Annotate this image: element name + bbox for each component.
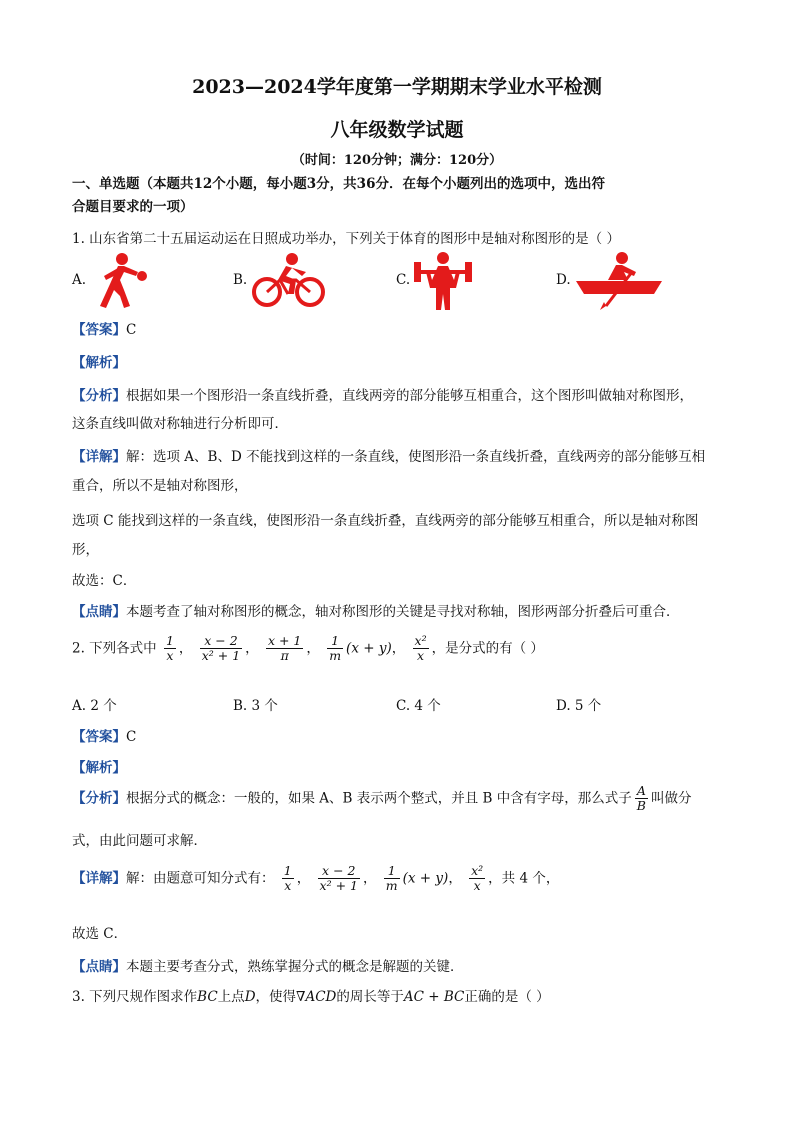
- fraction: $\frac{\text{x²}}{x}$: [471, 863, 484, 894]
- section-heading: 一、单选题（本题共12个小题，每小题3分，共36分．在每个小题列出的选项中，选出符: [72, 176, 605, 192]
- question-2-stem: 2. 下列各式中 $\frac{1}{x}$ ， $\frac{x - 2}{\text{x² + 1}}$ ， $\frac{x + 1}{\pi}$ ， $\frac{1}{m}$ (x + y)， $\frac{\text{x²}}{x}$ ，是分式的有（ ）: [72, 633, 544, 664]
- q1-analysis-tag: 【解析】: [72, 355, 126, 371]
- q1-fenxi-cont: 这条直线叫做对称轴进行分析即可．: [72, 416, 288, 432]
- fraction: $\frac{\text{x²}}{x}$: [414, 633, 427, 664]
- runner-icon: [88, 250, 150, 312]
- q1-choose: 故选：C．: [72, 573, 137, 589]
- fraction: $\frac{1}{x}$: [165, 633, 174, 664]
- fraction: $\frac{1}{m}$: [329, 633, 342, 664]
- q2-fenxi: 【分析】根据分式的概念：一般的，如果 A、B 表示两个整式，并且 B 中含有字母，那么式子 $\frac{A}{B}$ 叫做分: [72, 783, 692, 814]
- q2-comment: 【点睛】本题主要考查分式，熟练掌握分式的概念是解题的关键．: [72, 959, 464, 975]
- q1-fenxi: 【分析】根据如果一个图形沿一条直线折叠，直线两旁的部分能够互相重合，这个图形叫做轴对称图形，: [72, 388, 693, 404]
- q1-option-c-label: C.: [396, 272, 411, 288]
- q2-choose: 故选 C．: [72, 926, 128, 942]
- q1-answer: 【答案】C: [72, 322, 137, 338]
- q1-detail-cont: 重合，所以不是轴对称图形，: [72, 478, 248, 494]
- q2-option-d: D. 5 个: [556, 698, 602, 714]
- exam-subtitle: 八年级数学试题: [330, 119, 464, 141]
- q1-option-d-label: D.: [556, 272, 571, 288]
- cyclist-icon: [250, 250, 328, 312]
- q1-option-b-label: B.: [233, 272, 248, 288]
- q2-answer: 【答案】C: [72, 729, 137, 745]
- q1-detail-cont3: 形，: [72, 542, 99, 558]
- question-1-stem: 1. 山东省第二十五届运动运在日照成功举办，下列关于体育的图形中是轴对称图形的是（ ）: [72, 231, 620, 247]
- fraction: $\frac{x - 2}{\text{x² + 1}}$: [319, 863, 358, 894]
- q2-option-a: A. 2 个: [72, 698, 117, 714]
- exam-title: 2023—2024学年度第一学期期末学业水平检测: [192, 76, 602, 98]
- question-3-stem: 3. 下列尺规作图求作BC上点D，使得∇ACD的周长等于AC + BC正确的是（ ）: [72, 989, 550, 1005]
- q1-detail-cont2: 选项 C 能找到这样的一条直线，使图形沿一条直线折叠，直线两旁的部分能够互相重合，所以是轴对称图: [72, 513, 699, 529]
- q1-comment: 【点睛】本题考查了轴对称图形的概念，轴对称图形的关键是寻找对称轴，图形两部分折叠后可重合．: [72, 604, 680, 620]
- q2-detail: 【详解】解：由题意可知分式有： $\frac{1}{x}$ ， $\frac{x - 2}{\text{x² + 1}}$ ， $\frac{1}{m}$ (x + y)， $\frac{\text{x²}}{x}$ ，共 4 个，: [72, 863, 560, 894]
- q1-option-a-label: A.: [72, 272, 87, 288]
- fraction: $\frac{A}{B}$: [636, 783, 646, 814]
- weightlifter-icon: [412, 250, 474, 312]
- q2-option-c: C. 4 个: [396, 698, 441, 714]
- fraction: $\frac{x + 1}{\pi}$: [267, 633, 302, 664]
- fraction: $\frac{x - 2}{\text{x² + 1}}$: [201, 633, 241, 664]
- rower-icon: [572, 250, 664, 312]
- q2-analysis-tag: 【解析】: [72, 760, 126, 776]
- fraction: $\frac{1}{m}$: [385, 863, 398, 894]
- q2-option-b: B. 3 个: [233, 698, 278, 714]
- fraction: $\frac{1}{x}$: [283, 863, 292, 894]
- section-heading-cont: 合题目要求的一项）: [72, 199, 194, 215]
- exam-meta: （时间：120分钟；满分：120分）: [291, 153, 503, 168]
- q1-detail: 【详解】解：选项 A、B、D 不能找到这样的一条直线，使图形沿一条直线折叠，直线两旁的部分能够互相: [72, 449, 706, 465]
- q2-fenxi-cont: 式，由此问题可求解．: [72, 833, 207, 849]
